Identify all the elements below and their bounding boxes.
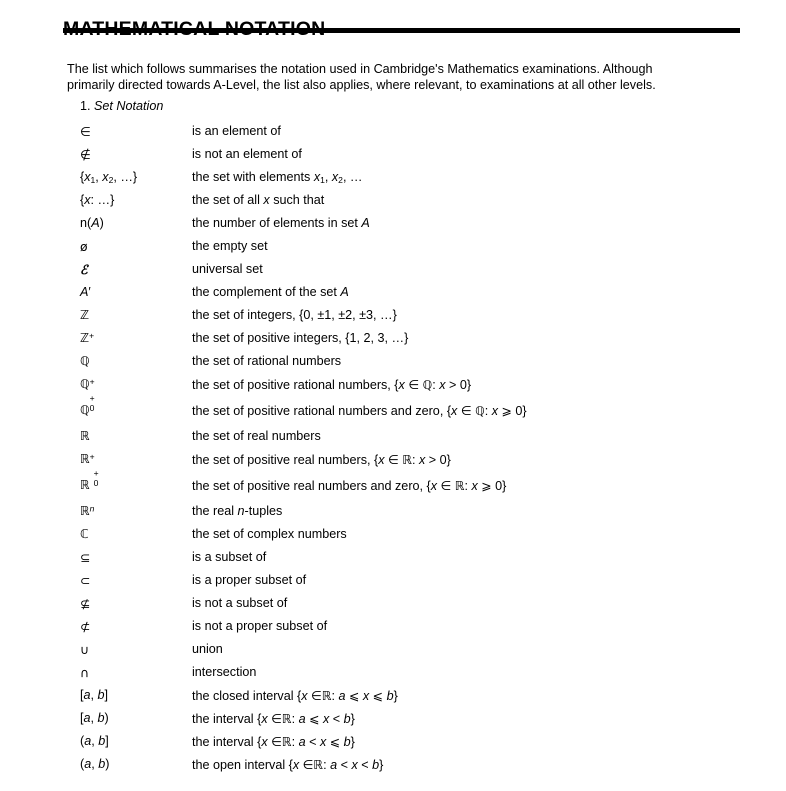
notation-description: union (192, 642, 223, 656)
notation-symbol: ℝ$^n$ (80, 503, 95, 518)
intro-paragraph: The list which follows summarises the notation used in Cambridge's Mathematics examinations. Although primarily directed towards A-Level, the list also applies, where relevant, to examinations at all other levels. (67, 61, 656, 93)
notation-description: the set of all x such that (192, 193, 325, 207)
notation-description: the complement of the set A (192, 285, 349, 299)
notation-row (0, 546, 786, 569)
notation-description: the set of real numbers (192, 429, 321, 443)
notation-symbol: ℤ+ (80, 330, 95, 345)
notation-description: the set of rational numbers (192, 354, 342, 368)
notation-description: the set of complex numbers (192, 527, 347, 541)
notation-symbol: n(A) (80, 216, 104, 230)
notation-symbol: ⊈ (80, 596, 91, 611)
notation-row (0, 258, 786, 281)
title-underline-rule (63, 28, 740, 33)
notation-row (0, 281, 786, 304)
notation-row (0, 500, 786, 523)
notation-description: the interval {x ∈ℝ: a < x ⩽ b} (192, 734, 355, 749)
notation-description: is not a proper subset of (192, 619, 328, 633)
notation-symbol: ∈ (80, 124, 91, 139)
notation-row (0, 166, 786, 189)
notation-symbol: A′ (80, 285, 91, 299)
notation-row (0, 569, 786, 592)
notation-row (0, 523, 786, 546)
notation-description: the open interval {x ∈ℝ: a < x < b} (192, 757, 384, 772)
notation-description: the set of positive integers, {1, 2, 3, …} (192, 331, 409, 345)
notation-row (0, 661, 786, 684)
notation-row (0, 327, 786, 350)
notation-symbol: ⊆ (80, 550, 91, 565)
notation-row (0, 373, 786, 396)
notation-description: the number of elements in set A (192, 216, 370, 230)
notation-row (0, 212, 786, 235)
notation-symbol: ℂ (80, 527, 89, 541)
notation-row (0, 120, 786, 143)
notation-symbol: ℰ (80, 262, 88, 277)
section-heading (80, 98, 163, 114)
notation-row (0, 753, 786, 776)
notation-symbol: ⊄ (80, 619, 91, 634)
notation-description: the set with elements $x_1$, $x_2$, … (192, 170, 363, 185)
notation-symbol: ∪ (80, 642, 90, 657)
notation-row (0, 350, 786, 373)
notation-row (0, 143, 786, 166)
notation-row (0, 425, 786, 448)
notation-row (0, 615, 786, 638)
notation-symbol: ø (80, 239, 88, 254)
section-number: 1. (80, 99, 91, 113)
notation-description: the set of positive real numbers, {x ∈ ℝ: x > 0} (192, 452, 451, 467)
notation-table (0, 120, 786, 776)
notation-row (0, 592, 786, 615)
notation-symbol: {$x_1$, $x_2$, …} (80, 170, 138, 185)
notation-row (0, 638, 786, 661)
notation-symbol: ℚ (80, 354, 90, 368)
notation-symbol: ∉ (80, 147, 91, 162)
notation-symbol: ℝ (80, 429, 90, 443)
notation-description: universal set (192, 262, 263, 276)
notation-symbol: [a, b) (80, 711, 109, 725)
notation-description: the set of positive rational numbers, {x ∈ ℚ: x > 0} (192, 377, 472, 392)
notation-symbol: ℤ (80, 308, 90, 322)
notation-description: the set of integers, {0, ±1, ±2, ±3, …} (192, 308, 397, 322)
notation-description: the closed interval {x ∈ℝ: a ⩽ x ⩽ b} (192, 688, 398, 703)
notation-symbol: ⊂ (80, 573, 91, 588)
notation-row (0, 235, 786, 258)
notation-description: is a subset of (192, 550, 267, 564)
notation-symbol: [a, b] (80, 688, 109, 702)
notation-description: the set of positive real numbers and zero, {x ∈ ℝ: x ⩾ 0} (192, 478, 507, 493)
notation-description: the set of positive rational numbers and zero, {x ∈ ℚ: x ⩾ 0} (192, 403, 527, 418)
notation-symbol: ℚ+ (80, 376, 95, 391)
notation-row (0, 730, 786, 753)
notation-row (0, 304, 786, 327)
notation-row (0, 448, 786, 471)
notation-description: the real n-tuples (192, 504, 283, 518)
notation-row (0, 707, 786, 730)
notation-description: is an element of (192, 124, 281, 138)
notation-description: the interval {x ∈ℝ: a ⩽ x < b} (192, 711, 355, 726)
notation-description: is a proper subset of (192, 573, 307, 587)
notation-symbol: ℝ+ (80, 451, 95, 466)
notation-description: is not a subset of (192, 596, 288, 610)
section-name: Set Notation (94, 99, 164, 113)
notation-description: is not an element of (192, 147, 302, 161)
notation-symbol: {x: …} (80, 193, 115, 207)
notation-row (0, 684, 786, 707)
notation-symbol: (a, b) (80, 757, 110, 771)
notation-symbol: ℚ + 0 (80, 393, 95, 417)
notation-symbol: ∩ (80, 665, 90, 680)
notation-symbol: (a, b] (80, 734, 109, 748)
notation-description: the empty set (192, 239, 268, 253)
notation-row (0, 189, 786, 212)
notation-row (0, 468, 786, 500)
notation-symbol: ℝ + 0 (80, 468, 99, 492)
notation-description: intersection (192, 665, 257, 679)
notation-row (0, 393, 786, 425)
